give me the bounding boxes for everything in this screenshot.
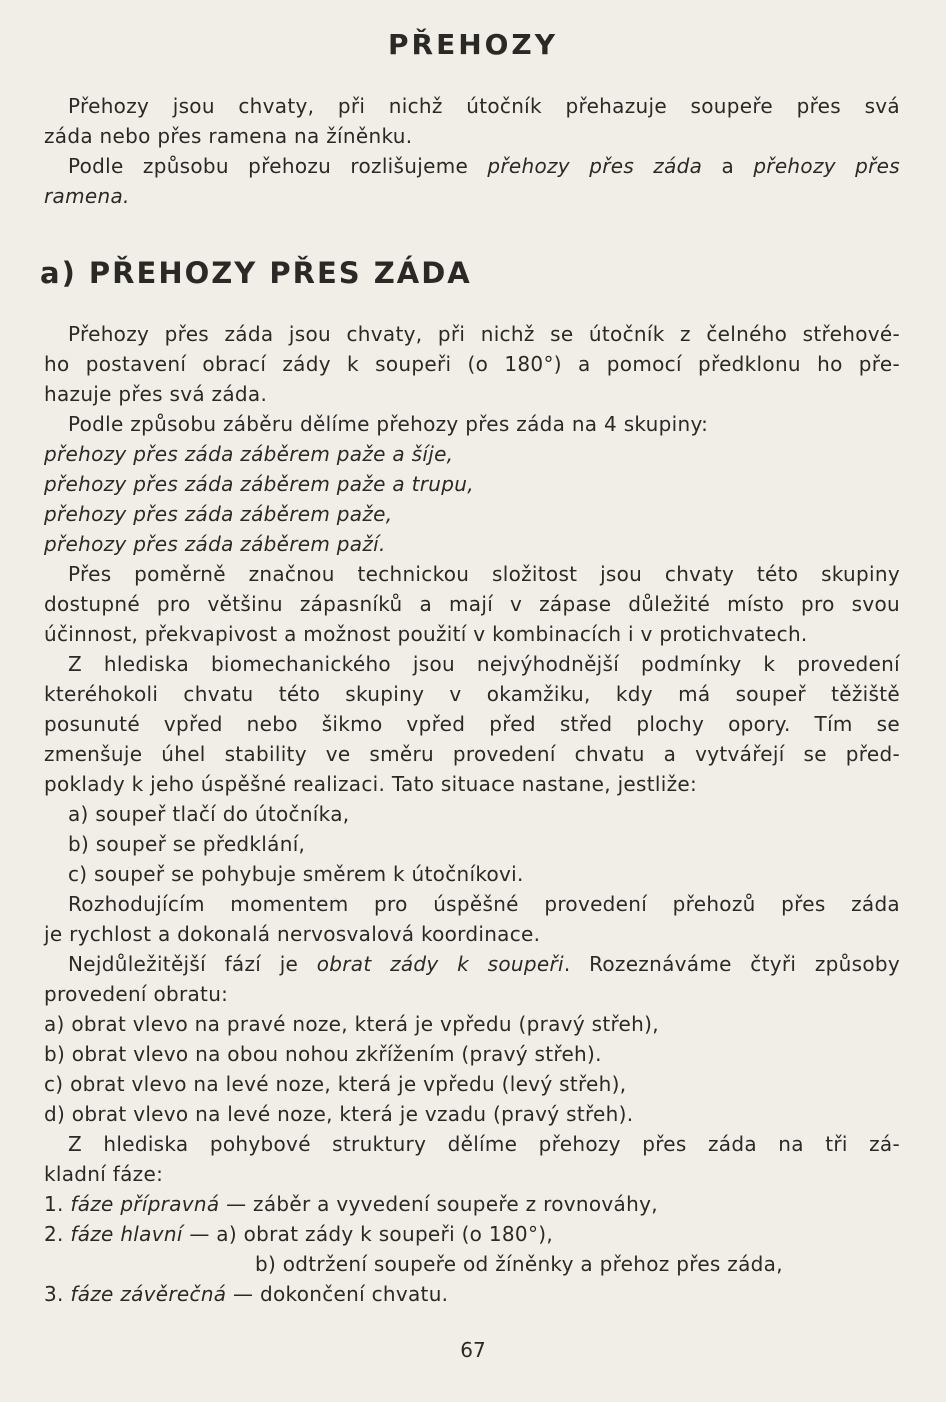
- phase-text: — dokončení chvatu.: [226, 1282, 449, 1306]
- p5-line-1: [68, 950, 900, 979]
- p5-text-a: Nejdůležitější fází je: [68, 952, 317, 976]
- phase-number: 1.: [44, 1192, 64, 1216]
- phase-text: — záběr a vyvedení soupeře z rovnováhy,: [219, 1192, 658, 1216]
- p3-line: kteréhokoli chvatu této skupiny v okamžiku, kdy má soupeř těžiště: [44, 682, 900, 706]
- p3-line: Z hlediska biomechanického jsou nejvýhodnější podmínky k provedení: [68, 652, 900, 676]
- p1-line: ho postavení obrací zády k soupeři (o 180°) a pomocí předklonu ho pře-: [44, 352, 900, 376]
- condition-item: b) soupeř se předklání,: [68, 832, 306, 856]
- intro-line-1: Přehozy jsou chvaty, při nichž útočník přehazuje soupeře přes svá: [68, 94, 900, 118]
- condition-item: a) soupeř tlačí do útočníka,: [68, 802, 350, 826]
- p3-line: posunuté vpřed nebo šikmo vpřed před střed plochy opory. Tím se: [44, 712, 900, 736]
- phase-name: fáze závěrečná: [70, 1282, 227, 1306]
- phase-subitem: b) odtržení soupeře od žíněnky a přehoz přes záda,: [255, 1252, 783, 1276]
- condition-item: c) soupeř se pohybuje směrem k útočníkovi.: [68, 862, 524, 886]
- turn-item: [44, 1010, 900, 1039]
- group-item: přehozy přes záda záběrem paže a šíje,: [44, 442, 454, 466]
- turn-text: obrat vlevo na pravé noze, která je vpředu (pravý střeh),: [71, 1012, 659, 1036]
- p3-line: poklady k jeho úspěšné realizaci. Tato situace nastane, jestliže:: [44, 772, 698, 796]
- group-item: přehozy přes záda záběrem paže,: [44, 502, 393, 526]
- turn-label: b): [44, 1042, 66, 1066]
- phase-name: fáze přípravná: [70, 1192, 220, 1216]
- p5-text-c: . Rozeznáváme čtyři způsoby: [563, 952, 900, 976]
- section-heading: a) PŘEHOZY PŘES ZÁDA: [40, 256, 472, 290]
- turn-label: c): [44, 1072, 64, 1096]
- p5-line-2: provedení obratu:: [44, 982, 229, 1006]
- intro-line-3-text-c: a: [702, 154, 754, 178]
- p6-line: Z hlediska pohybové struktury dělíme přehozy přes záda na tři zá-: [68, 1132, 900, 1156]
- phase-item: [44, 1220, 900, 1249]
- p3-line: zmenšuje úhel stability ve směru provedení chvatu a vytvářejí se před-: [44, 742, 900, 766]
- group-item: přehozy přes záda záběrem paží.: [44, 532, 386, 556]
- turn-item: [44, 1040, 900, 1069]
- p1-line: hazuje přes svá záda.: [44, 382, 268, 406]
- p5-term: obrat zády k soupeři: [316, 952, 564, 976]
- p4-line: je rychlost a dokonalá nervosvalová koordinace.: [44, 922, 541, 946]
- p4-line: Rozhodujícím momentem pro úspěšné provedení přehozů přes záda: [68, 892, 900, 916]
- intro-line-3: [68, 152, 900, 181]
- p2-line: účinnost, překvapivost a možnost použití v kombinacích i v protichvatech.: [44, 622, 808, 646]
- groups-intro: Podle způsobu záběru dělíme přehozy přes záda na 4 skupiny:: [68, 412, 709, 436]
- turn-text: obrat vlevo na levé noze, která je vzadu (pravý střeh).: [71, 1102, 634, 1126]
- turn-text: obrat vlevo na obou nohou zkřížením (pravý střeh).: [71, 1042, 602, 1066]
- phase-number: 2.: [44, 1222, 64, 1246]
- p2-line: dostupné pro většinu zápasníků a mají v zápase důležité místo pro svou: [44, 592, 900, 616]
- intro-term-back: přehozy přes záda: [487, 154, 703, 178]
- phase-item: [44, 1280, 900, 1309]
- p6-line: kladní fáze:: [44, 1162, 164, 1186]
- intro-line-4: ramena.: [44, 184, 130, 208]
- page-number: 67: [460, 1338, 486, 1362]
- phase-name: fáze hlavní: [70, 1222, 183, 1246]
- phase-item: [44, 1190, 900, 1219]
- intro-term-shoulders: přehozy přes: [753, 154, 900, 178]
- p2-line: Přes poměrně značnou technickou složitost jsou chvaty této skupiny: [68, 562, 900, 586]
- turn-label: a): [44, 1012, 65, 1036]
- group-item: přehozy přes záda záběrem paže a trupu,: [44, 472, 474, 496]
- intro-line-3-text-a: Podle způsobu přehozu rozlišujeme: [68, 154, 488, 178]
- turn-item: [44, 1070, 900, 1099]
- phase-number: 3.: [44, 1282, 64, 1306]
- phase-text: — a) obrat zády k soupeři (o 180°),: [182, 1222, 554, 1246]
- turn-text: obrat vlevo na levé noze, která je vpředu (levý střeh),: [70, 1072, 627, 1096]
- turn-item: [44, 1100, 900, 1129]
- intro-line-2: záda nebo přes ramena na žíněnku.: [44, 124, 413, 148]
- page-title: PŘEHOZY: [387, 28, 559, 61]
- turn-label: d): [44, 1102, 66, 1126]
- p1-line: Přehozy přes záda jsou chvaty, při nichž se útočník z čelného střehové-: [68, 322, 900, 346]
